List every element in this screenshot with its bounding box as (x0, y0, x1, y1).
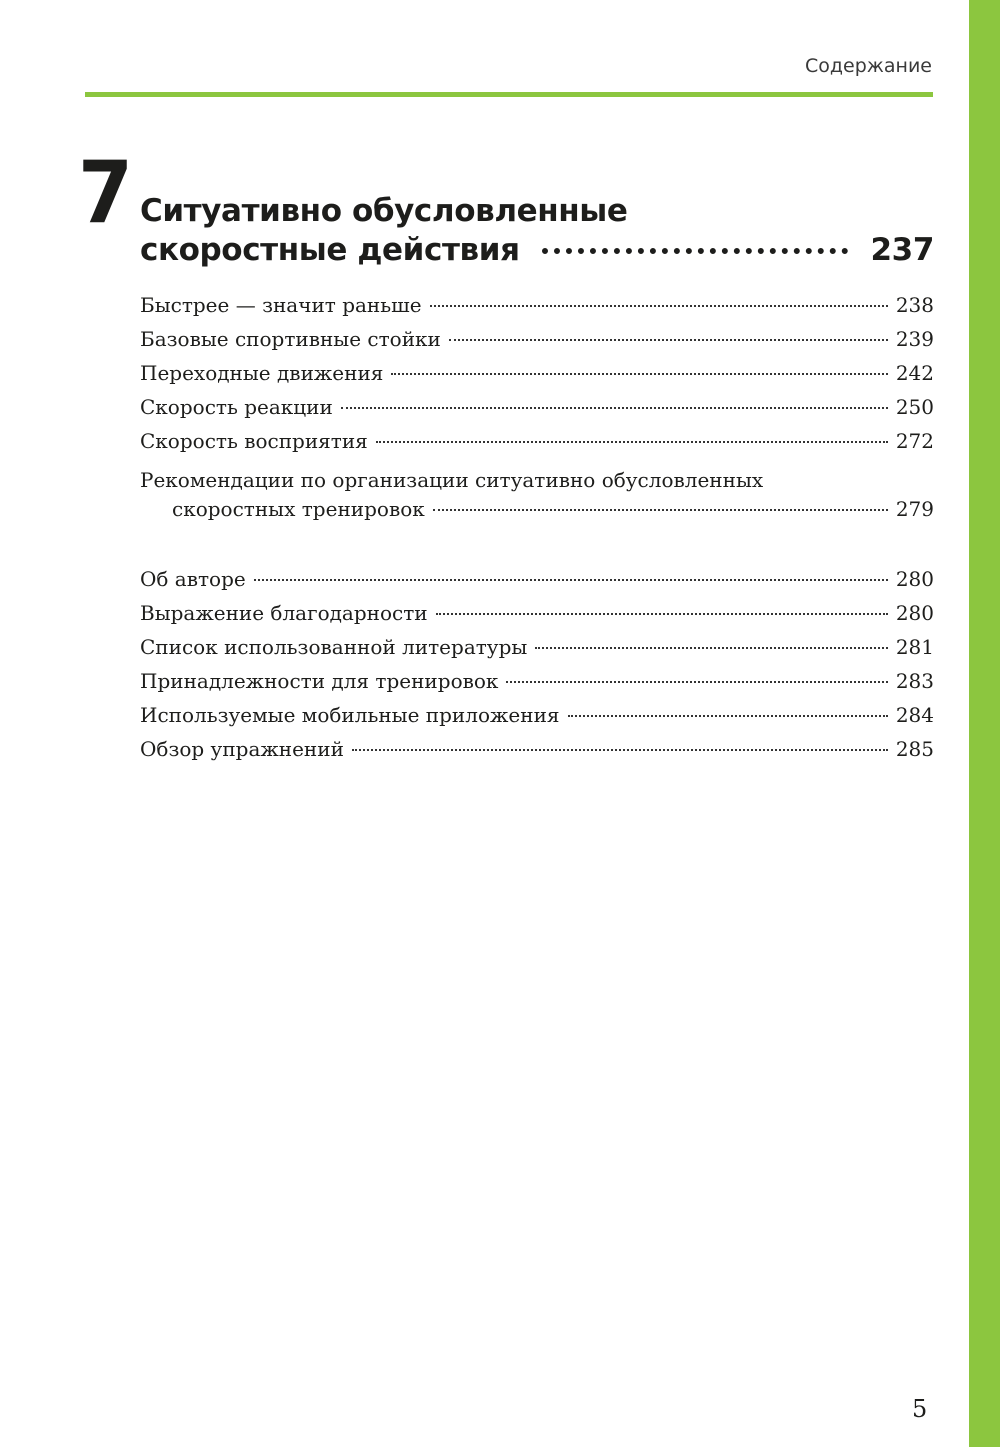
chapter-title-line2-row (140, 231, 934, 270)
dot-leader (449, 339, 888, 341)
toc-entry-page: 280 (895, 567, 934, 591)
back-matter-list (140, 567, 934, 771)
chapter-title-line1: Ситуативно обусловленные (140, 193, 628, 229)
toc-entry-page: 285 (895, 737, 934, 761)
toc-entry[interactable] (140, 327, 934, 361)
toc-entry-page: 242 (895, 361, 934, 385)
section-list (140, 293, 934, 531)
toc-entry-label-line1: Рекомендации по организации ситуативно обусловленных (140, 468, 764, 492)
green-edge-bar (969, 0, 1000, 1447)
toc-entry[interactable] (140, 395, 934, 429)
toc-entry[interactable] (140, 601, 934, 635)
toc-entry-page: 283 (895, 669, 934, 693)
toc-entry-label: Быстрее — значит раньше (140, 293, 422, 317)
toc-entry-label: Базовые спортивные стойки (140, 327, 441, 351)
chapter-number: 7 (78, 143, 134, 243)
dot-leader (506, 681, 887, 683)
toc-entry-label: Об авторе (140, 567, 246, 591)
toc-entry-label: Используемые мобильные приложения (140, 703, 560, 727)
toc-entry[interactable] (140, 567, 934, 601)
toc-entry-label: Переходные движения (140, 361, 384, 385)
toc-entry[interactable] (140, 703, 934, 737)
toc-entry-label: Обзор упражнений (140, 737, 344, 761)
dot-leader (535, 647, 888, 649)
dot-leader (376, 441, 888, 443)
dot-leader (436, 613, 888, 615)
dot-leader (391, 373, 887, 375)
toc-entry[interactable] (140, 293, 934, 327)
toc-entry-page: 239 (895, 327, 934, 351)
toc-entry-page: 284 (895, 703, 934, 727)
toc-entry[interactable] (140, 361, 934, 395)
chapter-page: 237 (870, 232, 934, 268)
toc-entry[interactable] (140, 737, 934, 771)
dot-leader (254, 579, 888, 581)
chapter-title-line2: скоростные действия (140, 232, 520, 268)
dot-leader (341, 407, 888, 409)
dot-leader (433, 509, 888, 511)
toc-entry-label-line2: скоростных тренировок (172, 497, 425, 521)
toc-entry[interactable] (140, 635, 934, 669)
toc-entry[interactable] (140, 429, 934, 463)
toc-entry-page: 272 (895, 429, 934, 453)
running-head: Содержание (805, 55, 932, 77)
dot-leader (568, 715, 888, 717)
toc-entry-label: Список использованной литературы (140, 635, 528, 659)
dot-leader (430, 305, 888, 307)
toc-entry-label: Скорость восприятия (140, 429, 368, 453)
toc-entry-label: Скорость реакции (140, 395, 333, 419)
dot-leader (352, 749, 888, 751)
header-rule (85, 92, 933, 97)
chapter-heading[interactable] (140, 192, 934, 270)
toc-entry-continuation (140, 497, 934, 531)
toc-entry-page: 280 (895, 601, 934, 625)
toc-entry-page: 238 (895, 293, 934, 317)
toc-entry-page: 279 (895, 497, 934, 521)
page-number: 5 (912, 1395, 928, 1423)
toc-entry-label: Принадлежности для тренировок (140, 669, 499, 693)
toc-entry[interactable] (140, 669, 934, 703)
toc-entry-multiline[interactable] (140, 463, 934, 531)
dot-leader (542, 248, 849, 254)
toc-entry-label: Выражение благодарности (140, 601, 428, 625)
toc-entry-page: 250 (895, 395, 934, 419)
toc-entry-page: 281 (895, 635, 934, 659)
